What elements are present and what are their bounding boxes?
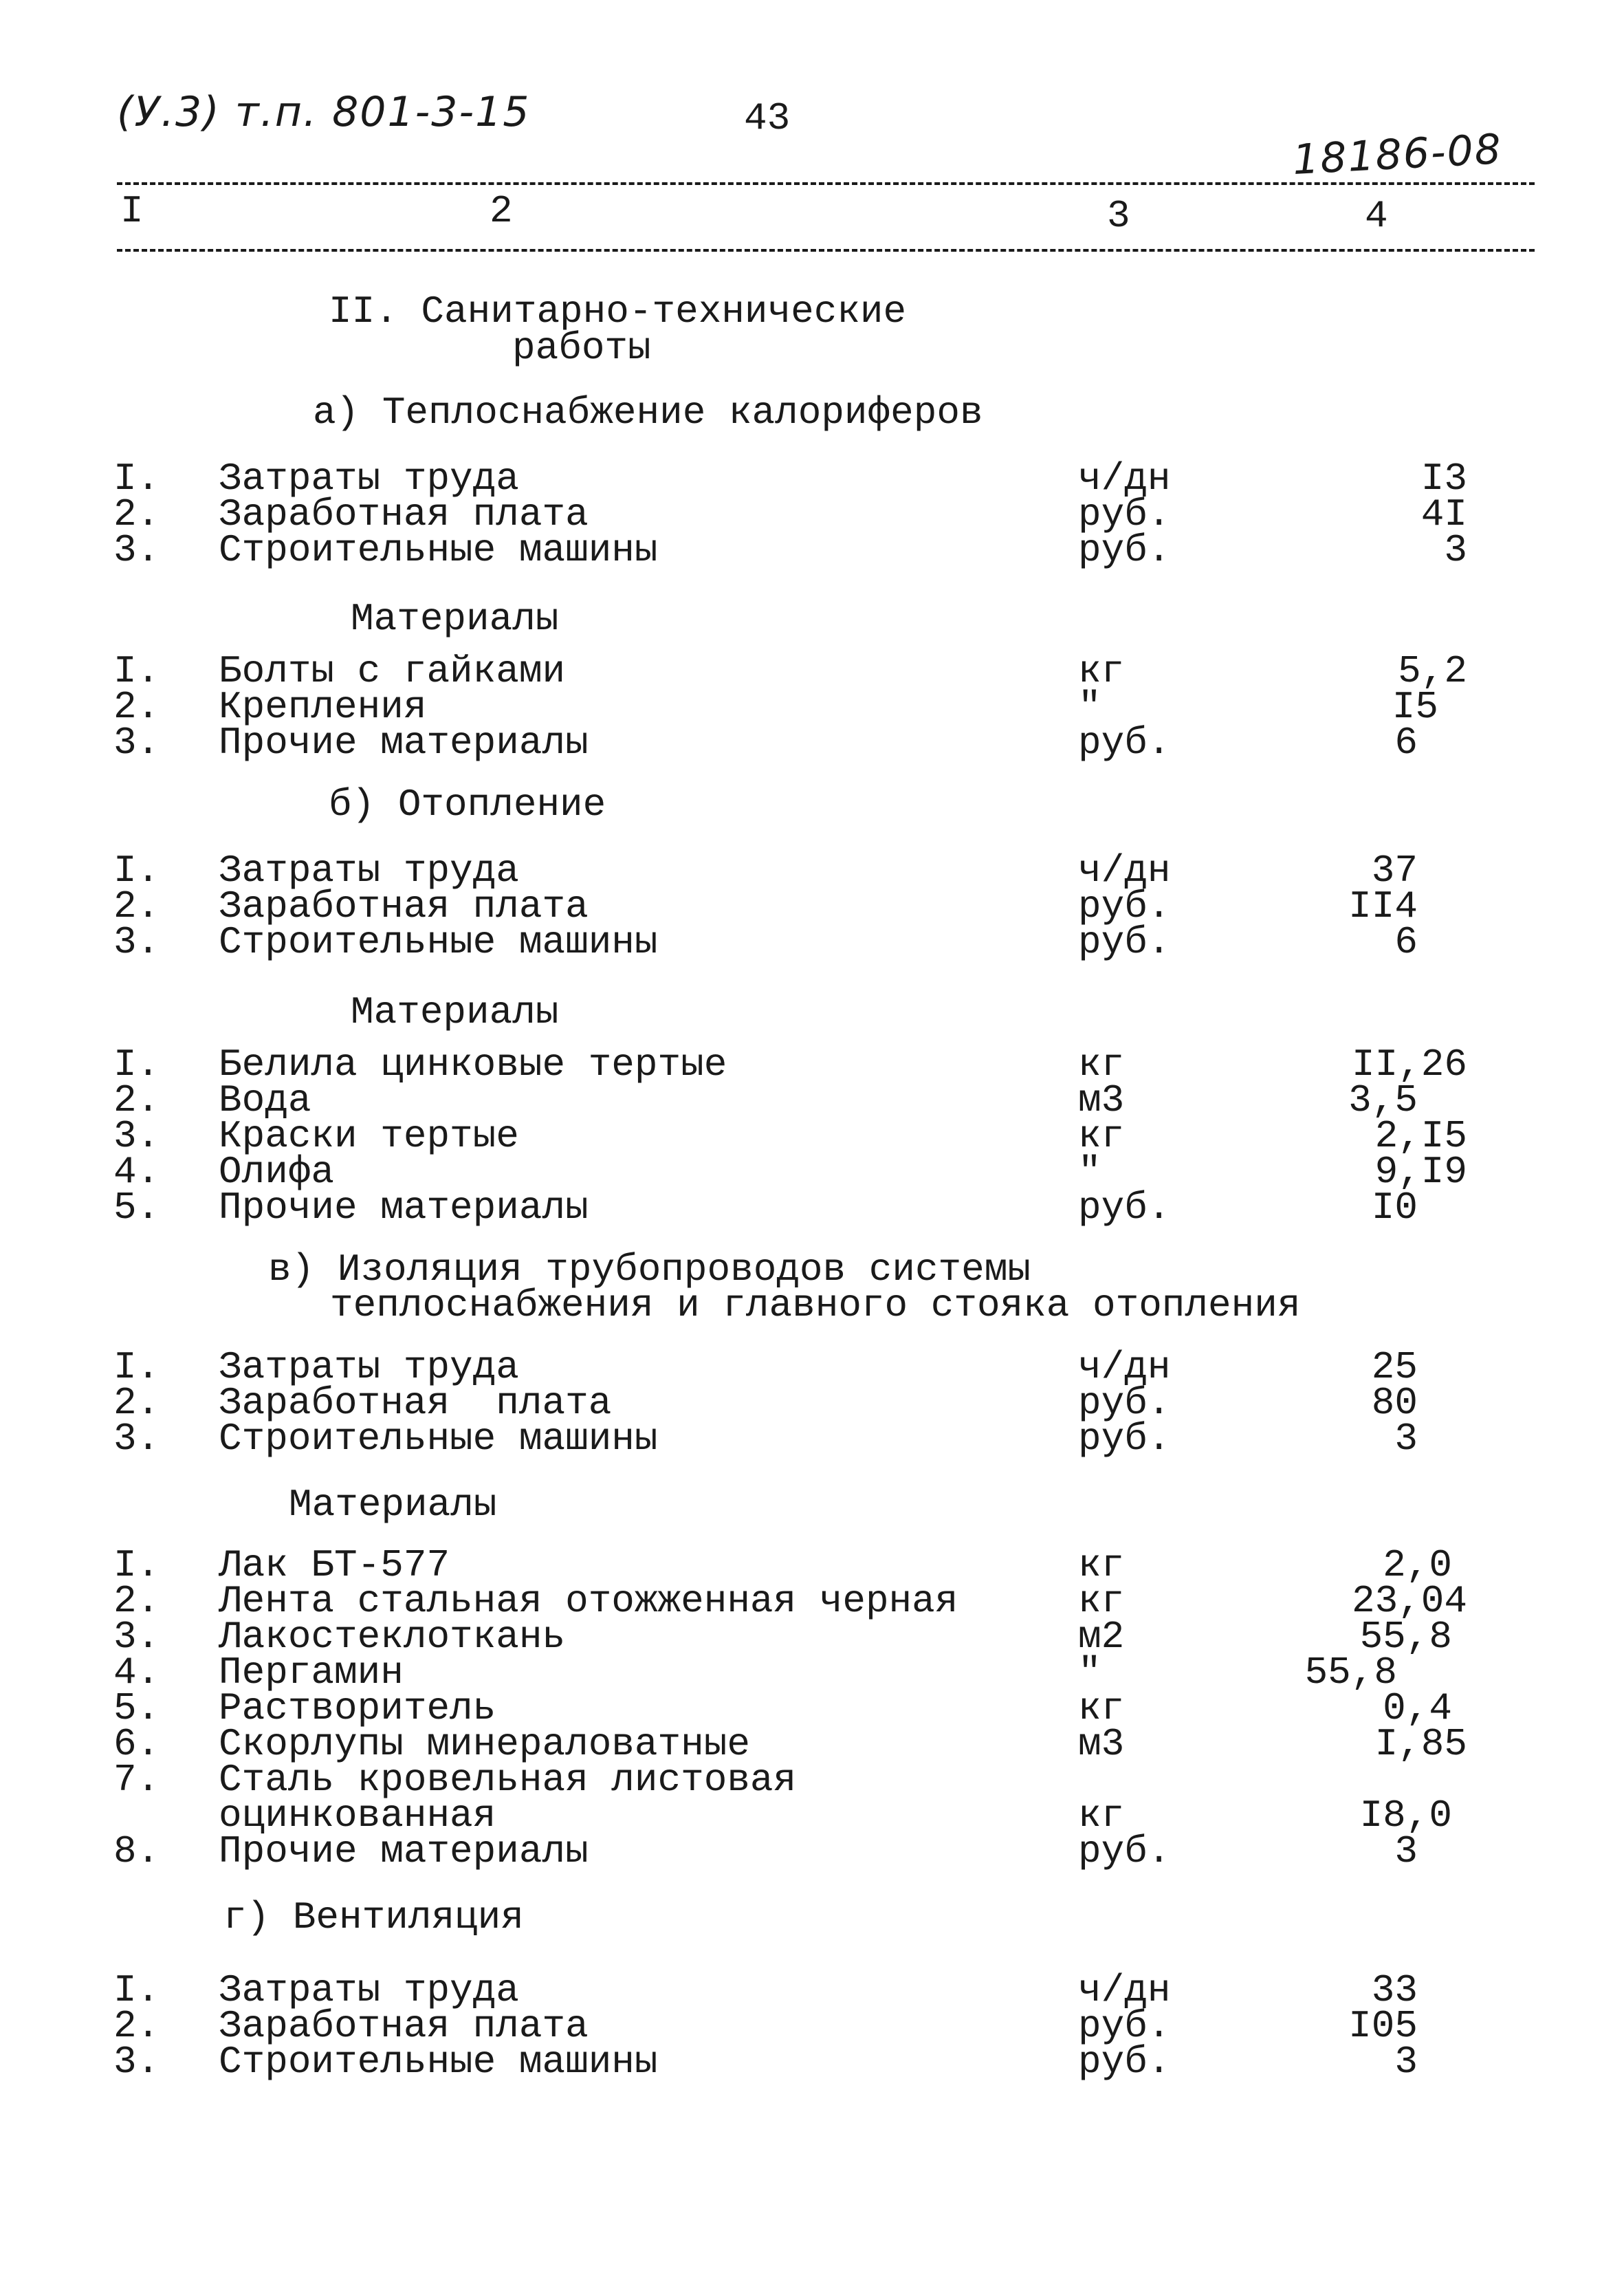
row-unit: м3 — [1078, 1078, 1125, 1122]
row-value: I05 — [1348, 2004, 1418, 2048]
table-row — [0, 1968, 1624, 2012]
row-unit: кг — [1078, 1686, 1125, 1730]
subsection-title-b: б) Отопление — [329, 783, 606, 827]
row-number: 3. — [113, 1114, 160, 1158]
row-value: I0 — [1371, 1186, 1418, 1230]
row-value: 23,04 — [1351, 1579, 1467, 1623]
row-number: 8. — [113, 1829, 160, 1873]
row-name: Затраты труда — [219, 1345, 519, 1389]
row-unit: руб. — [1078, 1186, 1171, 1230]
row-name: Болты с гайками — [219, 649, 566, 693]
table-row — [0, 1722, 1624, 1766]
row-number: 3. — [113, 1615, 160, 1659]
row-value: II,26 — [1351, 1043, 1467, 1087]
row-name: Затраты труда — [219, 849, 519, 893]
row-value: 3,5 — [1348, 1078, 1418, 1122]
subsection-title-d: г) Вентиляция — [223, 1895, 524, 1939]
table-row — [0, 721, 1624, 765]
row-unit: руб. — [1078, 1381, 1171, 1425]
subsection-title-a: а) Теплоснабжение калориферов — [313, 391, 983, 435]
row-value: 37 — [1371, 849, 1418, 893]
table-row — [0, 1114, 1624, 1158]
row-number: I. — [113, 1345, 160, 1389]
row-number: 2. — [113, 1579, 160, 1623]
table-row — [0, 920, 1624, 964]
row-number: I. — [113, 649, 160, 693]
archive-code: 18186-08 — [1291, 125, 1504, 184]
row-name: Сталь кровельная листовая — [219, 1758, 797, 1802]
materials-title: Материалы — [289, 1483, 497, 1527]
row-value: 5,2 — [1398, 649, 1467, 693]
column-header-3: 3 — [1107, 194, 1130, 238]
table-row — [0, 649, 1624, 693]
row-value: I3 — [1420, 457, 1467, 501]
materials-title: Материалы — [351, 597, 559, 641]
row-unit: руб. — [1078, 1829, 1171, 1873]
row-unit: кг — [1078, 1543, 1125, 1587]
row-value: 9,I9 — [1374, 1150, 1467, 1194]
row-name: Скорлупы минераловатные — [219, 1722, 750, 1766]
row-unit: м3 — [1078, 1722, 1125, 1766]
row-number: 3. — [113, 528, 160, 572]
row-value: 0,4 — [1383, 1686, 1452, 1730]
row-unit: " — [1078, 685, 1101, 729]
table-row — [0, 1543, 1624, 1587]
table-row — [0, 849, 1624, 893]
subsection-title-c-line-2: теплоснабжения и главного стояка отопления — [330, 1283, 1301, 1327]
row-number: 3. — [113, 1417, 160, 1461]
row-name: Крепления — [219, 685, 427, 729]
table-row — [0, 2040, 1624, 2084]
row-name: Олифа — [219, 1150, 335, 1194]
table-row — [0, 685, 1624, 729]
table-row — [0, 1078, 1624, 1122]
row-name: Прочие материалы — [219, 1186, 589, 1230]
row-unit: " — [1078, 1651, 1101, 1695]
row-number: I. — [113, 1043, 160, 1087]
row-name: оцинкованная — [219, 1794, 496, 1838]
row-name: Заработная плата — [219, 2004, 589, 2048]
row-name: Прочие материалы — [219, 721, 589, 765]
table-row — [0, 1829, 1624, 1873]
row-unit: кг — [1078, 1114, 1125, 1158]
table-row — [0, 1417, 1624, 1461]
table-row — [0, 1043, 1624, 1087]
row-value: 6 — [1394, 721, 1418, 765]
table-row — [0, 1615, 1624, 1659]
row-number: 2. — [113, 685, 160, 729]
row-name: Строительные машины — [219, 2040, 658, 2084]
section-title-line-1: II. Санитарно-технические — [329, 290, 907, 334]
table-row — [0, 1758, 1624, 1802]
row-unit: руб. — [1078, 884, 1171, 928]
table-row — [0, 1794, 1624, 1838]
table-row — [0, 528, 1624, 572]
row-name: Краски тертые — [219, 1114, 519, 1158]
row-value: II4 — [1348, 884, 1418, 928]
row-name: Пергамин — [219, 1651, 404, 1695]
row-unit: ч/дн — [1078, 1968, 1171, 2012]
row-value: 33 — [1371, 1968, 1418, 2012]
table-row — [0, 1150, 1624, 1194]
row-number: 3. — [113, 2040, 160, 2084]
row-unit: руб. — [1078, 2004, 1171, 2048]
row-name: Прочие материалы — [219, 1829, 589, 1873]
row-value: 55,8 — [1304, 1651, 1397, 1695]
row-number: I. — [113, 457, 160, 501]
row-name: Лента стальная отожженная черная — [219, 1579, 958, 1623]
table-row — [0, 1381, 1624, 1425]
row-number: I. — [113, 849, 160, 893]
table-row — [0, 457, 1624, 501]
row-unit: руб. — [1078, 528, 1171, 572]
table-row — [0, 1651, 1624, 1695]
row-value: 3 — [1394, 1417, 1418, 1461]
row-number: 2. — [113, 492, 160, 536]
row-name: Строительные машины — [219, 1417, 658, 1461]
table-row — [0, 1579, 1624, 1623]
row-number: 2. — [113, 2004, 160, 2048]
row-name: Заработная плата — [219, 884, 589, 928]
row-name: Лакостеклоткань — [219, 1615, 566, 1659]
row-name: Заработная плата — [219, 1381, 612, 1425]
materials-title: Материалы — [351, 990, 559, 1034]
row-unit: кг — [1078, 1579, 1125, 1623]
row-unit: руб. — [1078, 492, 1171, 536]
row-unit: кг — [1078, 1794, 1125, 1838]
row-unit: " — [1078, 1150, 1101, 1194]
row-value: 3 — [1444, 528, 1467, 572]
row-name: Заработная плата — [219, 492, 589, 536]
header-rule-top — [117, 182, 1535, 185]
row-number: 2. — [113, 1381, 160, 1425]
row-number: 6. — [113, 1722, 160, 1766]
row-unit: м2 — [1078, 1615, 1125, 1659]
column-header-4: 4 — [1365, 194, 1388, 238]
table-row — [0, 492, 1624, 536]
row-number: 4. — [113, 1150, 160, 1194]
row-number: 4. — [113, 1651, 160, 1695]
row-value: I8,0 — [1359, 1794, 1452, 1838]
row-value: 6 — [1394, 920, 1418, 964]
row-unit: кг — [1078, 649, 1125, 693]
row-name: Строительные машины — [219, 920, 658, 964]
row-value: 2,I5 — [1374, 1114, 1467, 1158]
row-unit: ч/дн — [1078, 1345, 1171, 1389]
row-name: Затраты труда — [219, 1968, 519, 2012]
row-unit: руб. — [1078, 2040, 1171, 2084]
row-value: I5 — [1392, 685, 1438, 729]
row-number: 3. — [113, 920, 160, 964]
row-number: I. — [113, 1968, 160, 2012]
row-number: I. — [113, 1543, 160, 1587]
row-value: 3 — [1394, 1829, 1418, 1873]
row-value: 25 — [1371, 1345, 1418, 1389]
row-name: Белила цинковые тертые — [219, 1043, 727, 1087]
table-row — [0, 2004, 1624, 2048]
row-number: 2. — [113, 1078, 160, 1122]
header-rule-bottom — [117, 249, 1535, 252]
document-code: (У.3) т.п. 801-3-15 — [117, 88, 531, 136]
row-number: 3. — [113, 721, 160, 765]
row-unit: ч/дн — [1078, 849, 1171, 893]
row-value: 3 — [1394, 2040, 1418, 2084]
row-unit: руб. — [1078, 721, 1171, 765]
section-title-line-2: работы — [512, 326, 651, 370]
row-value: 55,8 — [1359, 1615, 1452, 1659]
table-row — [0, 1686, 1624, 1730]
table-row — [0, 1345, 1624, 1389]
column-header-2: 2 — [490, 189, 513, 233]
row-value: 2,0 — [1383, 1543, 1452, 1587]
row-name: Растворитель — [219, 1686, 496, 1730]
row-name: Вода — [219, 1078, 311, 1122]
row-unit: ч/дн — [1078, 457, 1171, 501]
row-number: 7. — [113, 1758, 160, 1802]
row-value: I,85 — [1374, 1722, 1467, 1766]
row-name: Строительные машины — [219, 528, 658, 572]
row-unit: руб. — [1078, 1417, 1171, 1461]
table-row — [0, 884, 1624, 928]
row-number: 5. — [113, 1186, 160, 1230]
row-value: 4I — [1420, 492, 1467, 536]
row-number: 5. — [113, 1686, 160, 1730]
row-unit: руб. — [1078, 920, 1171, 964]
table-row — [0, 1186, 1624, 1230]
page-number: 43 — [744, 96, 791, 140]
column-header-1: I — [120, 189, 144, 233]
row-name: Лак БТ-577 — [219, 1543, 450, 1587]
subsection-title-c-line-1: в) Изоляция трубопроводов системы — [268, 1248, 1031, 1292]
row-value: 80 — [1371, 1381, 1418, 1425]
row-name: Затраты труда — [219, 457, 519, 501]
row-number: 2. — [113, 884, 160, 928]
row-unit: кг — [1078, 1043, 1125, 1087]
